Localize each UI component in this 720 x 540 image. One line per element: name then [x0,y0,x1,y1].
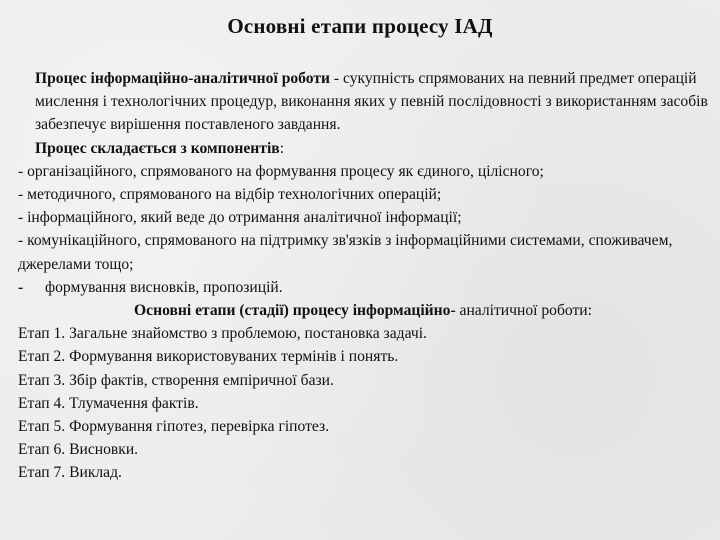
definition-term: Процес інформаційно-аналітичної роботи [35,70,330,87]
components-heading-colon: : [279,139,285,157]
slide-title: Основні етапи процесу ІАД [227,14,493,38]
components-heading [18,137,708,160]
slide-body [18,67,708,485]
definition-paragraph [18,67,708,137]
bullet-text: формування висновків, пропозицій. [45,278,283,296]
definition-text: - сукупність спрямованих на певний предмет операцій мислення і технологічних процедур, виконання яких у певній послідовності з використанням засобів забезпечує вирішення поставленого завдання. [35,70,708,134]
components-heading-bold: Процес складається з компонентів [35,139,280,157]
component-item: - методичного, спрямованого на відбір технологічних операцій; [18,186,442,204]
stages-heading-rest: аналітичної роботи: [455,302,592,320]
stage-item: Етап 2. Формування використовуваних термінів і понять. [18,348,399,366]
stage-item: Етап 6. Висновки. [18,441,139,459]
bullet-mark: - [18,278,24,296]
conclusion-bullet [18,276,708,299]
component-item: - організаційного, спрямованого на формування процесу як єдиного, цілісного; [18,162,544,180]
component-item: - інформаційного, який веде до отримання аналітичної інформації; [18,209,462,227]
stage-item: Етап 3. Збір фактів, створення емпіричної бази. [18,371,334,389]
stage-item: Етап 5. Формування гіпотез, перевірка гіпотез. [18,418,330,436]
stages-heading [18,299,708,322]
stage-item: Етап 1. Загальне знайомство з проблемою, постановка задачі. [18,325,427,343]
stages-heading-bold: Основні етапи (стадії) процесу інформаційно- [134,302,456,320]
stage-item: Етап 4. Тлумачення фактів. [18,394,199,412]
stage-item: Етап 7. Виклад. [18,464,122,482]
component-item: - комунікаційного, спрямованого на підтримку зв'язків з інформаційними системами, споживачем, джерелами тощо; [18,232,673,273]
